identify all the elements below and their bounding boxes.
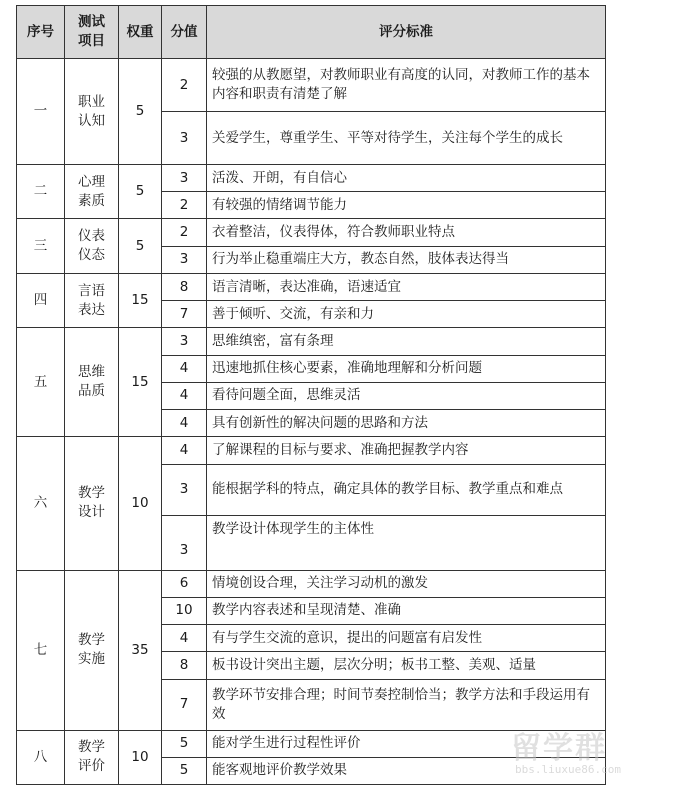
seq-cell: 五 bbox=[17, 328, 65, 437]
criterion-cell: 能根据学科的特点，确定具体的教学目标、教学重点和难点 bbox=[207, 464, 606, 515]
criterion-cell: 衣着整洁，仪表得体，符合教师职业特点 bbox=[207, 219, 606, 246]
seq-cell: 六 bbox=[17, 437, 65, 570]
criterion-cell: 关爱学生，尊重学生、平等对待学生，关注每个学生的成长 bbox=[207, 112, 606, 165]
header-score: 分值 bbox=[162, 6, 207, 59]
criterion-cell: 具有创新性的解决问题的思路和方法 bbox=[207, 410, 606, 437]
item-cell: 言语表达 bbox=[65, 273, 119, 327]
score-cell: 4 bbox=[162, 382, 207, 409]
seq-cell: 三 bbox=[17, 219, 65, 273]
criterion-cell: 能客观地评价教学效果 bbox=[207, 757, 606, 784]
score-cell: 3 bbox=[162, 464, 207, 515]
seq-cell: 八 bbox=[17, 730, 65, 784]
header-seq: 序号 bbox=[17, 6, 65, 59]
item-cell: 职业认知 bbox=[65, 59, 119, 165]
score-cell: 4 bbox=[162, 625, 207, 652]
criterion-cell: 教学设计体现学生的主体性 bbox=[207, 515, 606, 570]
criterion-cell: 行为举止稳重端庄大方，教态自然，肢体表达得当 bbox=[207, 246, 606, 273]
criterion-cell: 看待问题全面，思维灵活 bbox=[207, 382, 606, 409]
criterion-cell: 思维缜密，富有条理 bbox=[207, 328, 606, 355]
weight-cell: 5 bbox=[119, 165, 162, 219]
weight-cell: 15 bbox=[119, 273, 162, 327]
score-cell: 8 bbox=[162, 273, 207, 300]
table-row bbox=[17, 570, 606, 597]
score-cell: 10 bbox=[162, 597, 207, 624]
table-row bbox=[17, 165, 606, 192]
criterion-cell: 能对学生进行过程性评价 bbox=[207, 730, 606, 757]
watermark-logo bbox=[507, 721, 667, 783]
score-cell: 2 bbox=[162, 219, 207, 246]
criterion-cell: 教学内容表述和呈现清楚、准确 bbox=[207, 597, 606, 624]
weight-cell: 10 bbox=[119, 730, 162, 784]
item-cell: 仪表仪态 bbox=[65, 219, 119, 273]
header-criteria: 评分标准 bbox=[207, 6, 606, 59]
criterion-cell: 善于倾听、交流，有亲和力 bbox=[207, 301, 606, 328]
criterion-cell: 活泼、开朗，有自信心 bbox=[207, 165, 606, 192]
watermark-url: bbs.liuxue86.com bbox=[515, 763, 621, 776]
weight-cell: 35 bbox=[119, 570, 162, 730]
score-cell: 4 bbox=[162, 355, 207, 382]
score-cell: 4 bbox=[162, 437, 207, 464]
scoring-table bbox=[16, 5, 606, 785]
score-cell: 4 bbox=[162, 410, 207, 437]
watermark-text: 留学群 bbox=[511, 731, 607, 766]
criterion-cell: 较强的从教愿望，对教师职业有高度的认同，对教师工作的基本内容和职责有清楚了解 bbox=[207, 59, 606, 112]
score-cell: 2 bbox=[162, 59, 207, 112]
weight-cell: 5 bbox=[119, 219, 162, 273]
score-cell: 3 bbox=[162, 328, 207, 355]
item-cell: 心理素质 bbox=[65, 165, 119, 219]
criterion-cell: 情境创设合理，关注学习动机的激发 bbox=[207, 570, 606, 597]
criterion-cell: 有较强的情绪调节能力 bbox=[207, 192, 606, 219]
criterion-cell: 了解课程的目标与要求、准确把握教学内容 bbox=[207, 437, 606, 464]
seq-cell: 四 bbox=[17, 273, 65, 327]
score-cell: 3 bbox=[162, 165, 207, 192]
score-cell: 7 bbox=[162, 301, 207, 328]
criterion-cell: 有与学生交流的意识，提出的问题富有启发性 bbox=[207, 625, 606, 652]
criterion-cell: 板书设计突出主题，层次分明；板书工整、美观、适量 bbox=[207, 652, 606, 679]
weight-cell: 15 bbox=[119, 328, 162, 437]
weight-cell: 5 bbox=[119, 59, 162, 165]
criterion-cell: 迅速地抓住核心要素，准确地理解和分析问题 bbox=[207, 355, 606, 382]
table-row bbox=[17, 328, 606, 355]
table-row bbox=[17, 59, 606, 112]
score-cell: 6 bbox=[162, 570, 207, 597]
score-cell: 3 bbox=[162, 112, 207, 165]
item-cell: 教学设计 bbox=[65, 437, 119, 570]
table-row bbox=[17, 273, 606, 300]
criterion-cell: 教学环节安排合理；时间节奏控制恰当；教学方法和手段运用有效 bbox=[207, 679, 606, 730]
score-cell: 3 bbox=[162, 515, 207, 570]
scoring-table-container bbox=[16, 5, 606, 785]
header-row bbox=[17, 6, 606, 59]
item-cell: 教学实施 bbox=[65, 570, 119, 730]
criterion-cell: 语言清晰，表达准确，语速适宜 bbox=[207, 273, 606, 300]
table-row bbox=[17, 437, 606, 464]
score-cell: 5 bbox=[162, 757, 207, 784]
item-cell: 思维品质 bbox=[65, 328, 119, 437]
weight-cell: 10 bbox=[119, 437, 162, 570]
score-cell: 2 bbox=[162, 192, 207, 219]
score-cell: 5 bbox=[162, 730, 207, 757]
table-row bbox=[17, 219, 606, 246]
header-item: 测试项目 bbox=[65, 6, 119, 59]
score-cell: 3 bbox=[162, 246, 207, 273]
score-cell: 8 bbox=[162, 652, 207, 679]
seq-cell: 一 bbox=[17, 59, 65, 165]
item-cell: 教学评价 bbox=[65, 730, 119, 784]
seq-cell: 二 bbox=[17, 165, 65, 219]
score-cell: 7 bbox=[162, 679, 207, 730]
header-weight: 权重 bbox=[119, 6, 162, 59]
seq-cell: 七 bbox=[17, 570, 65, 730]
